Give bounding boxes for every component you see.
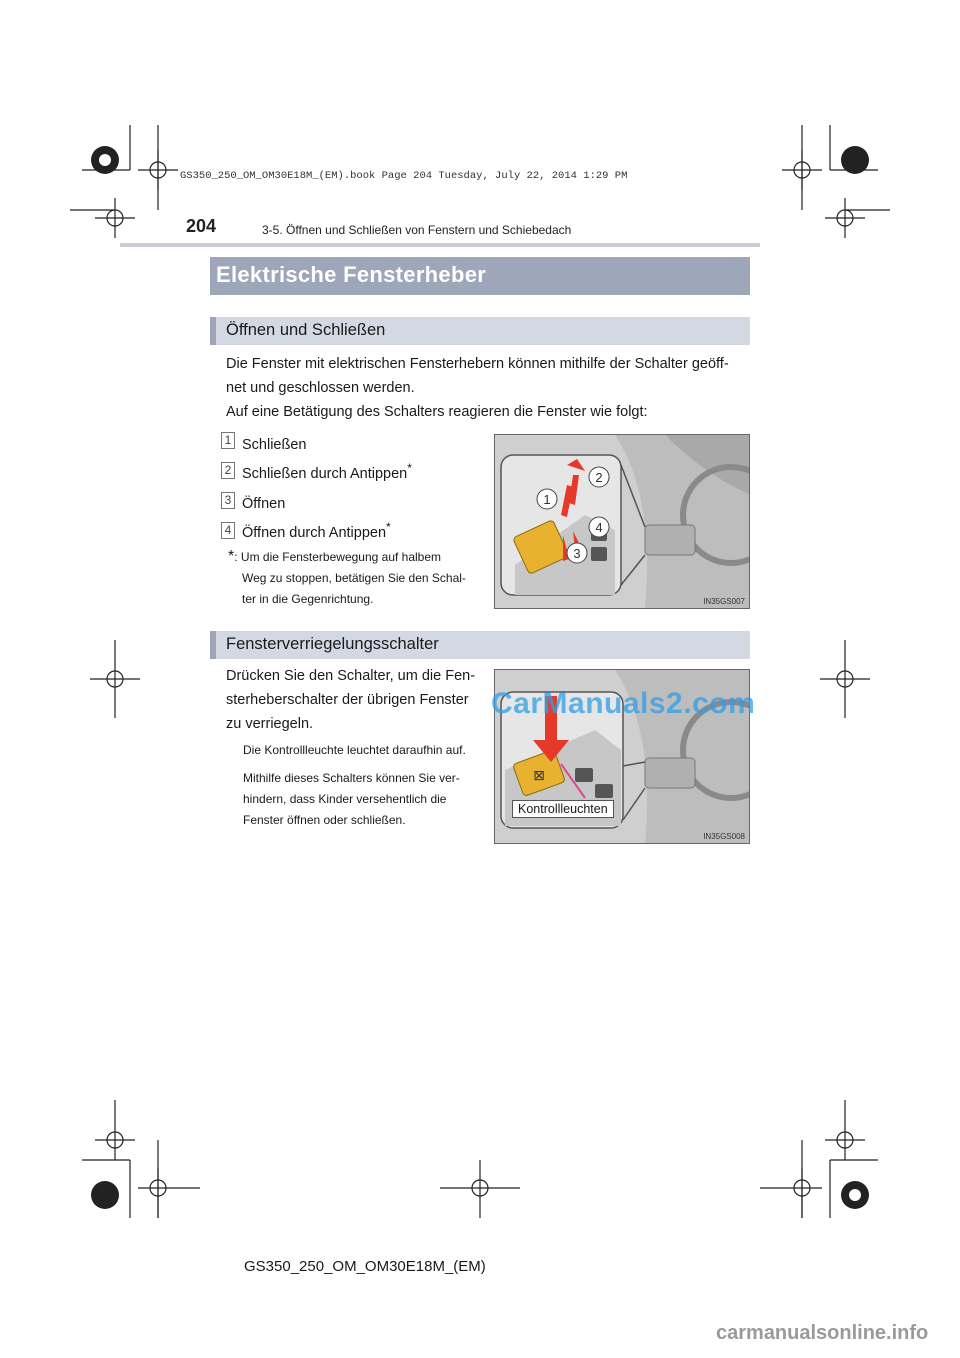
item-number: 3 [221,492,235,509]
running-head: 3-5. Öffnen und Schließen von Fenstern und Schiebedach [262,223,572,237]
intro-line: net und geschlossen werden. [226,380,415,396]
item-number: 2 [221,462,235,479]
print-header: GS350_250_OM_OM30E18M_(EM).book Page 204 Tuesday, July 22, 2014 1:29 PM [180,170,628,182]
footnote-star: * [386,520,391,534]
footnote-line [228,546,480,568]
footnote [228,546,480,610]
footnote-line: ter in die Gegenrichtung. [242,592,374,606]
item-number: 4 [221,522,235,539]
subsection-title: Fensterverriegelungsschalter [226,635,439,653]
item-label: Öffnen durch Antippen [242,524,387,541]
subsection-title-bar-2 [210,631,750,659]
footnote-marker: * [228,548,235,565]
figure-callout: 2 [595,470,603,485]
figure-callout: 1 [543,492,551,507]
intro-paragraph [226,352,746,424]
page-number: 204 [186,216,217,236]
item-label: Schließen durch Antippen [242,465,408,482]
window-switch-illustration [495,435,750,609]
subsection-title: Öffnen und Schließen [226,321,386,339]
indicator-callout: Kontrollleuchten [512,800,614,818]
body-line: zu verriegeln. [226,716,314,732]
body-line: sterheberschalter der übrigen Fenster [226,692,469,708]
note-indicator: Die Kontrollleuchte leuchtet daraufhin auf. [243,743,466,757]
lock-paragraph [226,664,482,736]
footnote-star: * [407,461,412,475]
footnote-line: Weg zu stoppen, betätigen Sie den Schal- [242,571,466,585]
note-line: Fenster öffnen oder schließen. [243,813,406,827]
note-line: Mithilfe dieses Schalters können Sie ver- [243,771,460,785]
figure-callout: 3 [573,546,581,561]
watermark: CarManuals2.com [491,687,756,720]
note-children [243,768,483,831]
subsection-title-bar-1 [210,317,750,345]
list-item [242,432,306,453]
footer: GS350_250_OM_OM30E18M_(EM) [244,1258,486,1275]
list-item [242,491,285,512]
footnote-text: : Um die Fensterbewegung auf halbem [234,550,442,564]
section-title-bar [210,257,750,295]
header-rule [120,243,760,247]
window-switch-figure [494,434,750,609]
lock-icon: ⊠ [533,768,545,784]
figure-code: IN35GS008 [703,832,745,841]
section-title: Elektrische Fensterheber [216,262,487,287]
item-number: 1 [221,432,235,449]
list-item [242,461,412,482]
site-mark: carmanualsonline.info [716,1322,929,1344]
note-line: hindern, dass Kinder versehentlich die [243,792,447,806]
body-line: Drücken Sie den Schalter, um die Fen- [226,668,476,684]
intro-line: Auf eine Betätigung des Schalters reagieren die Fenster wie folgt: [226,404,648,420]
list-item [242,520,391,541]
item-label: Öffnen [242,495,286,512]
figure-code: IN35GS007 [703,597,745,606]
figure-callout: 4 [595,520,603,535]
item-label: Schließen [242,436,307,453]
intro-line: Die Fenster mit elektrischen Fensterhebern können mithilfe der Schalter geöff- [226,356,729,372]
